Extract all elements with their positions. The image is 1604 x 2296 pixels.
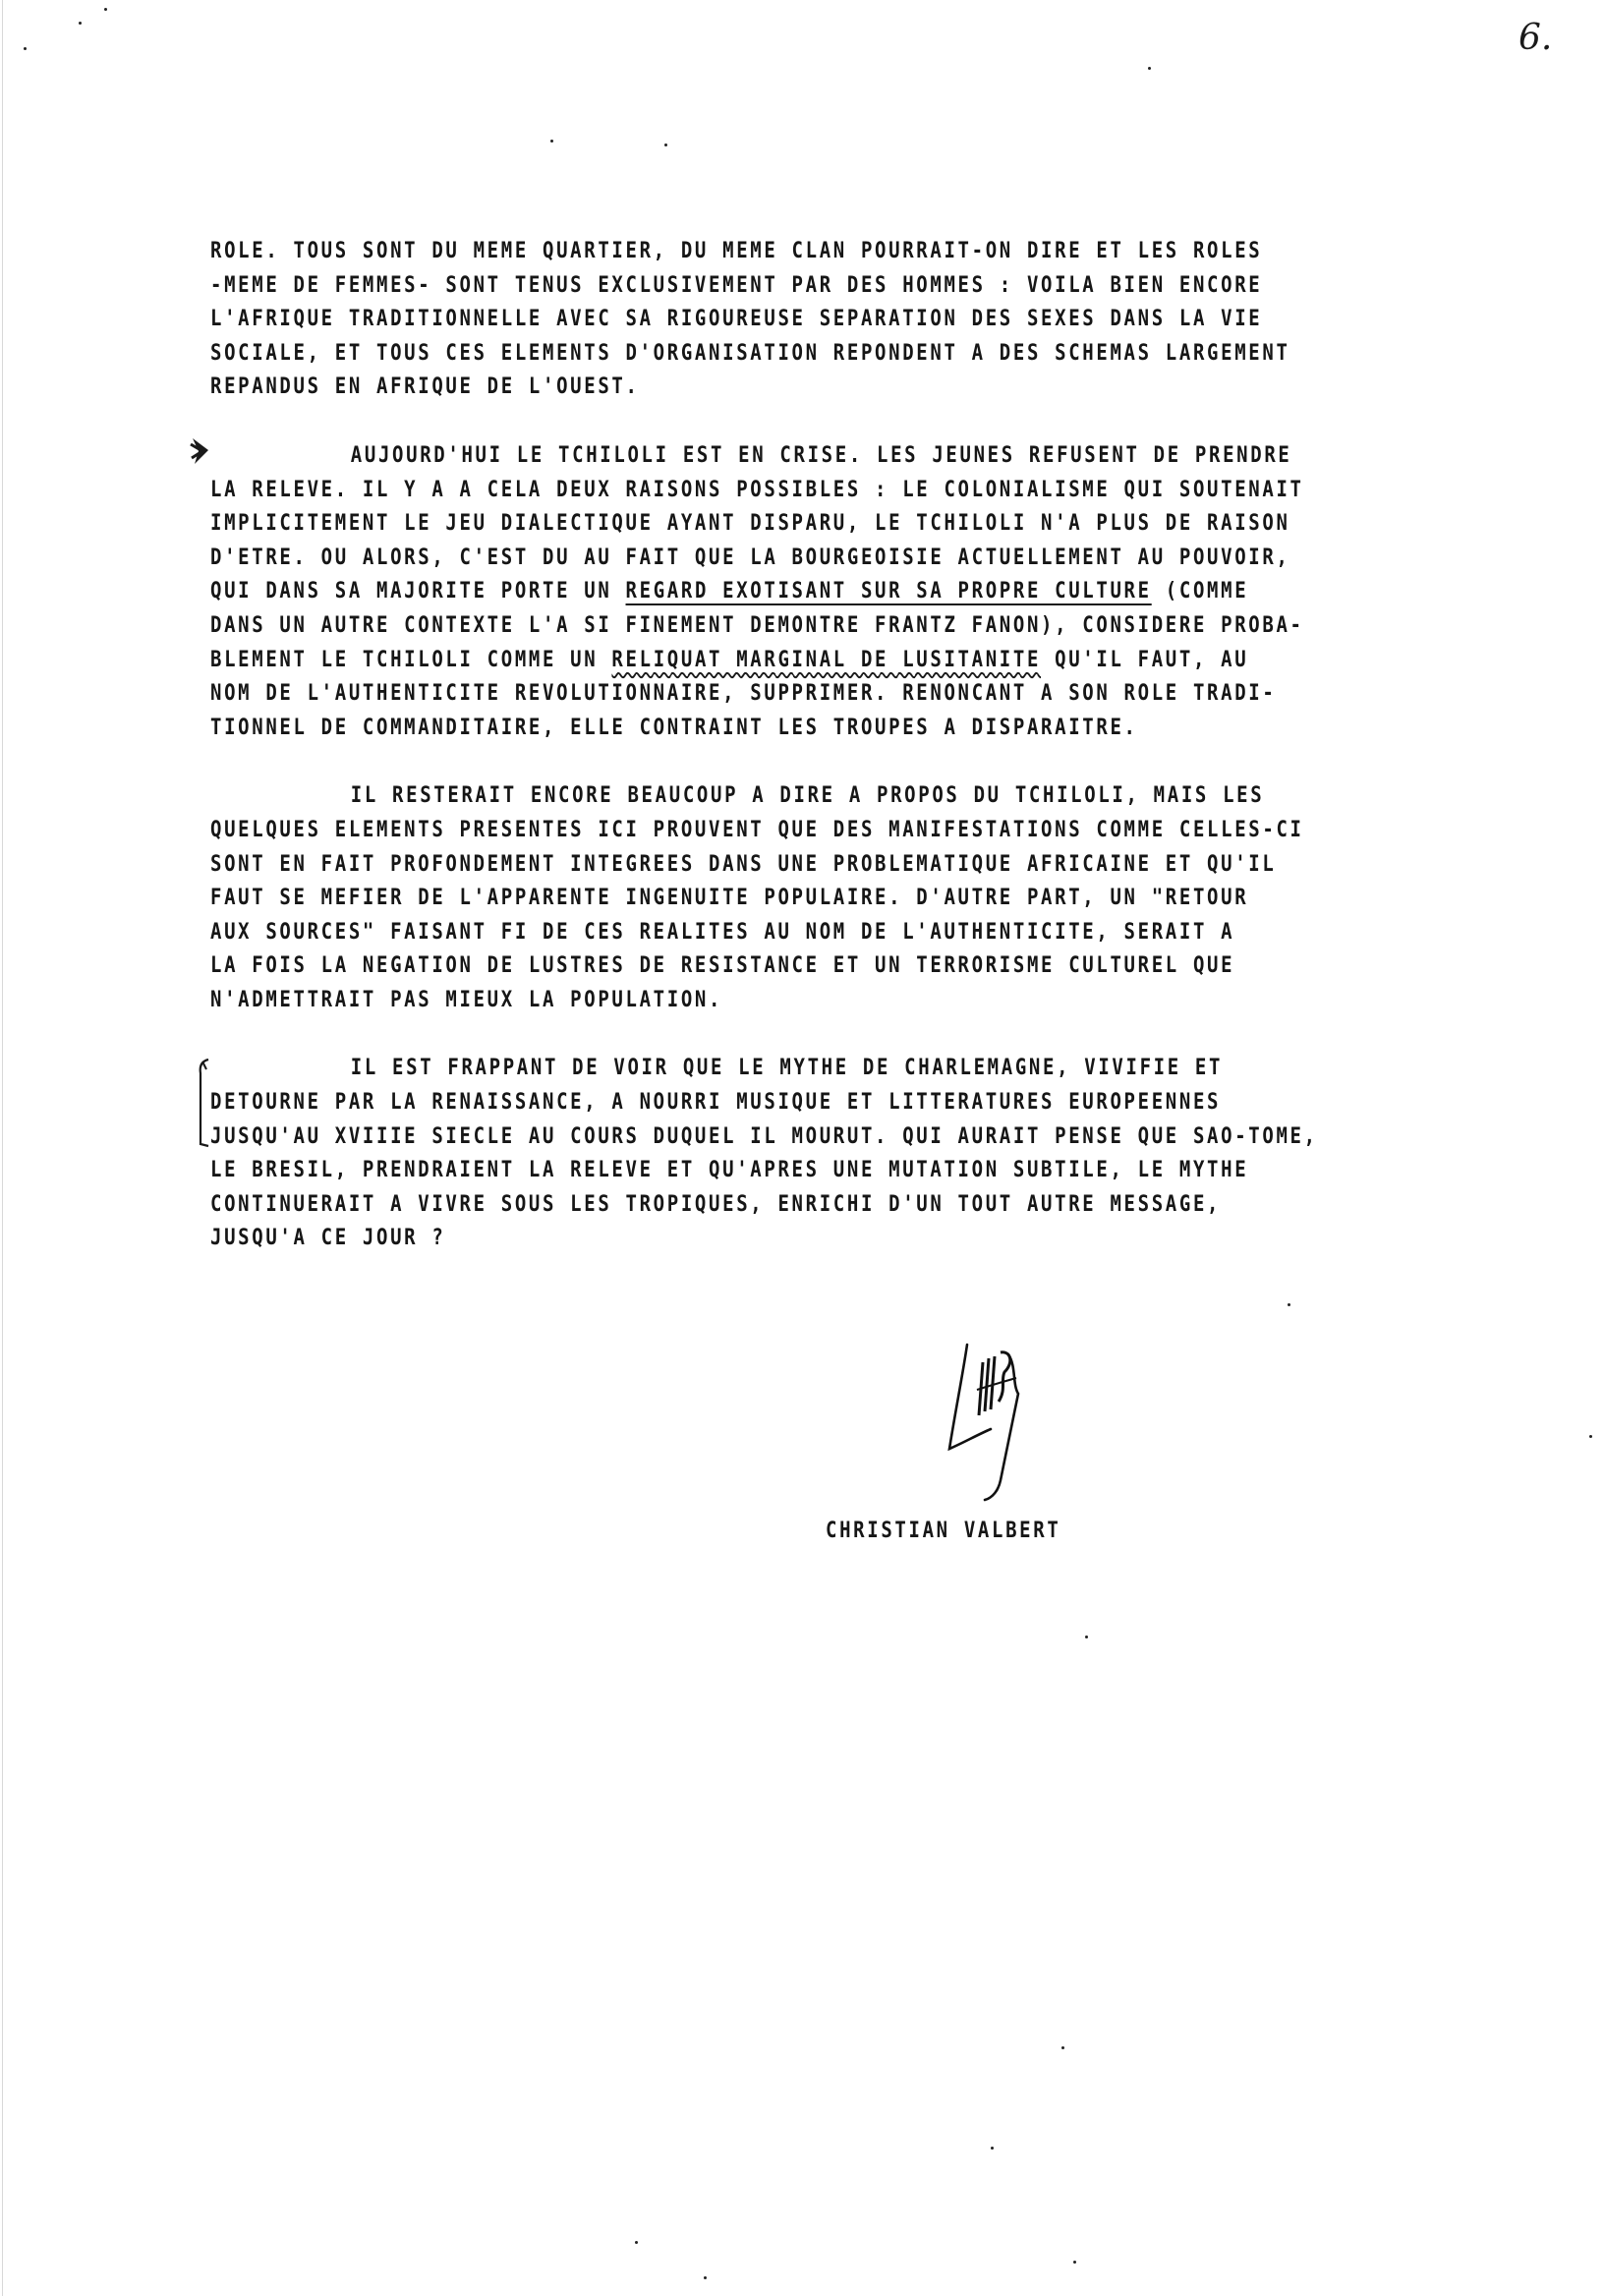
text-line: LA RELEVE. IL Y A A CELA DEUX RAISONS POSSIBLES : LE COLONIALISME QUI SOUTENAIT <box>210 476 1304 502</box>
scan-speck <box>1148 67 1151 70</box>
text-line: IL RESTERAIT ENCORE BEAUCOUP A DIRE A PROPOS DU TCHILOLI, MAIS LES <box>350 782 1265 809</box>
text-line: DETOURNE PAR LA RENAISSANCE, A NOURRI MUSIQUE ET LITTERATURES EUROPEENNES <box>210 1089 1222 1116</box>
scan-speck <box>1589 1435 1592 1438</box>
paragraph-2 <box>210 438 1547 744</box>
scan-speck <box>550 140 553 143</box>
text-line: JUSQU'A CE JOUR ? <box>210 1225 446 1251</box>
signature-icon <box>934 1333 1061 1520</box>
text-segment: QU'IL FAUT, AU <box>1041 646 1249 672</box>
scan-speck <box>664 144 667 146</box>
scan-speck <box>1085 1636 1088 1638</box>
underlined-phrase: RELIQUAT MARGINAL DE LUSITANITE <box>611 646 1042 672</box>
text-line: IMPLICITEMENT LE JEU DIALECTIQUE AYANT DISPARU, LE TCHILOLI N'A PLUS DE RAISON <box>210 510 1290 537</box>
page-number: 6. <box>1518 18 1553 58</box>
text-line: ROLE. TOUS SONT DU MEME QUARTIER, DU MEME CLAN POURRAIT-ON DIRE ET LES ROLES <box>210 238 1263 263</box>
scan-edge <box>2 0 3 2296</box>
signature-name: CHRISTIAN VALBERT <box>826 1518 1061 1543</box>
scan-speck <box>1073 2261 1076 2264</box>
text-line <box>210 574 1333 608</box>
scan-speck <box>104 8 107 11</box>
text-line: TIONNEL DE COMMANDITAIRE, ELLE CONTRAINT LES TROUPES A DISPARAITRE. <box>210 714 1138 740</box>
text-line: -MEME DE FEMMES- SONT TENUS EXCLUSIVEMENT PAR DES HOMMES : VOILA BIEN ENCORE <box>210 271 1263 298</box>
text-line: LA FOIS LA NEGATION DE LUSTRES DE RESISTANCE ET UN TERRORISME CULTUREL QUE <box>210 952 1235 979</box>
text-line: FAUT SE MEFIER DE L'APPARENTE INGENUITE POPULAIRE. D'AUTRE PART, UN "RETOUR <box>210 885 1249 911</box>
text-line: SOCIALE, ET TOUS CES ELEMENTS D'ORGANISATION REPONDENT A DES SCHEMAS LARGEMENT <box>210 339 1290 366</box>
text-segment: QUI DANS SA MAJORITE PORTE UN <box>210 578 626 604</box>
text-line: N'ADMETTRAIT PAS MIEUX LA POPULATION. <box>210 986 723 1012</box>
text-line: REPANDUS EN AFRIQUE DE L'OUEST. <box>210 373 640 400</box>
text-line: CONTINUERAIT A VIVRE SOUS LES TROPIQUES, ENRICHI D'UN TOUT AUTRE MESSAGE, <box>210 1190 1222 1217</box>
body-text <box>210 234 1547 1290</box>
text-line <box>210 643 1333 677</box>
underlined-phrase: REGARD EXOTISANT SUR SA PROPRE CULTURE <box>625 578 1152 604</box>
scan-speck <box>1061 2046 1064 2049</box>
paragraph-4 <box>210 1051 1547 1255</box>
text-line: LE BRESIL, PRENDRAIENT LA RELEVE ET QU'APRES UNE MUTATION SUBTILE, LE MYTHE <box>210 1157 1249 1183</box>
paragraph-1 <box>210 234 1547 404</box>
scan-speck <box>24 47 27 50</box>
text-line: L'AFRIQUE TRADITIONNELLE AVEC SA RIGOUREUSE SEPARATION DES SEXES DANS LA VIE <box>210 306 1263 332</box>
text-segment: (COMME <box>1151 578 1249 604</box>
scan-speck <box>1288 1303 1290 1306</box>
text-line: JUSQU'AU XVIIIE SIECLE AU COURS DUQUEL IL MOURUT. QUI AURAIT PENSE QUE SAO-TOME, <box>210 1122 1318 1149</box>
text-line: SONT EN FAIT PROFONDEMENT INTEGREES DANS UNE PROBLEMATIQUE AFRICAINE ET QU'IL <box>210 850 1277 877</box>
paragraph-3 <box>210 778 1547 1016</box>
text-line: IL EST FRAPPANT DE VOIR QUE LE MYTHE DE CHARLEMAGNE, VIVIFIE ET <box>350 1055 1224 1081</box>
scan-speck <box>635 2241 638 2244</box>
scan-speck <box>991 2147 994 2150</box>
text-line: AUX SOURCES" FAISANT FI DE CES REALITES AU NOM DE L'AUTHENTICITE, SERAIT A <box>210 918 1235 945</box>
text-segment: BLEMENT LE TCHILOLI COMME UN <box>210 646 612 672</box>
scan-speck <box>79 22 82 25</box>
text-line: D'ETRE. OU ALORS, C'EST DU AU FAIT QUE LA BOURGEOISIE ACTUELLEMENT AU POUVOIR, <box>210 544 1290 570</box>
text-line: AUJOURD'HUI LE TCHILOLI EST EN CRISE. LES JEUNES REFUSENT DE PRENDRE <box>350 441 1292 468</box>
text-line: NOM DE L'AUTHENTICITE REVOLUTIONNAIRE, SUPPRIMER. RENONCANT A SON ROLE TRADI- <box>210 680 1277 707</box>
text-line: QUELQUES ELEMENTS PRESENTES ICI PROUVENT QUE DES MANIFESTATIONS COMME CELLES-CI <box>210 816 1304 842</box>
text-line: DANS UN AUTRE CONTEXTE L'A SI FINEMENT DEMONTRE FRANTZ FANON), CONSIDERE PROBA- <box>210 611 1304 638</box>
scan-speck <box>704 2276 707 2279</box>
